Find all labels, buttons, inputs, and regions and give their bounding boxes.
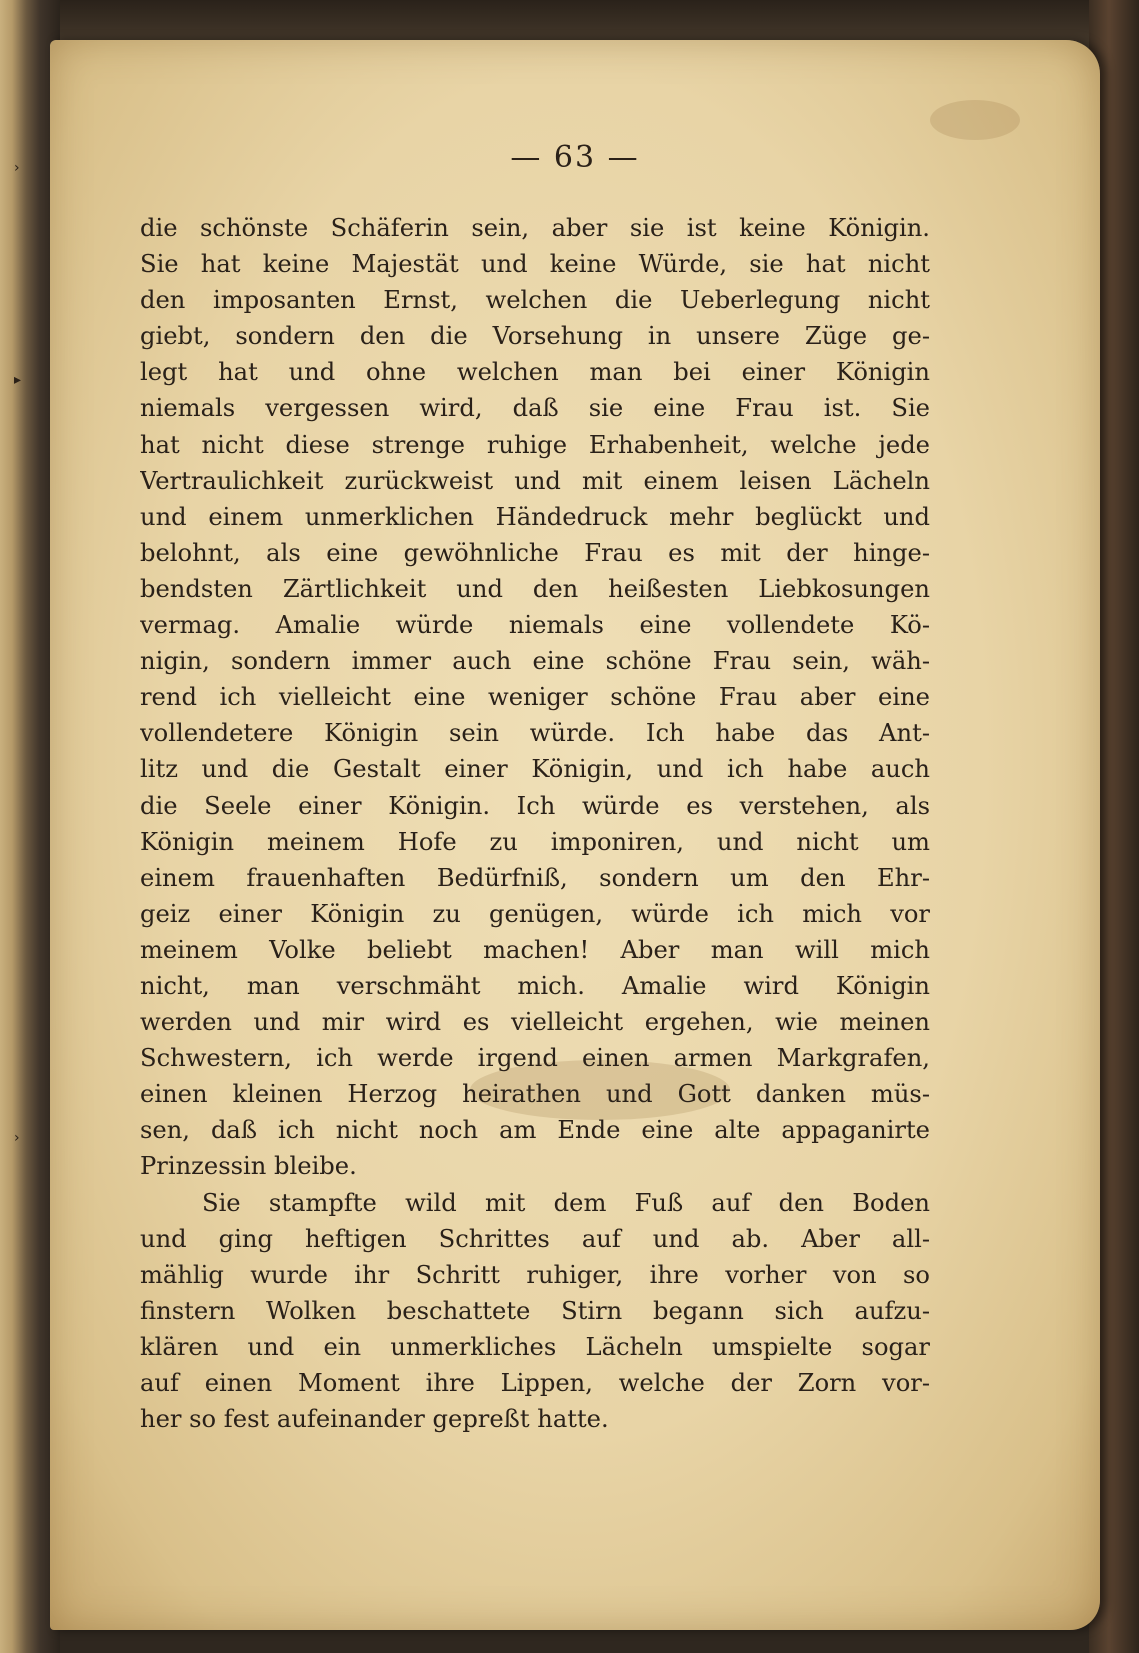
text-line: giebt, sondern den die Vorsehung in unsere Züge ge- (140, 322, 930, 351)
text-line: werden und mir wird es vielleicht ergehen, wie meinen (140, 1008, 930, 1037)
gutter-mark: › (14, 160, 20, 176)
text-line: meinem Volke beliebt machen! Aber man will mich (140, 935, 930, 964)
text-line: hat nicht diese strenge ruhige Erhabenheit, welche jede (140, 430, 930, 459)
paper-stain (930, 100, 1020, 140)
text-line: nigin, sondern immer auch eine schöne Frau sein, wäh- (140, 647, 930, 676)
text-line: Prinzessin bleibe. (140, 1152, 357, 1181)
text-line: den imposanten Ernst, welchen die Ueberlegung nicht (140, 286, 930, 315)
body-text (140, 210, 930, 1437)
text-line: her so fest aufeinander gepreßt hatte. (140, 1405, 609, 1434)
text-line: niemals vergessen wird, daß sie eine Frau ist. Sie (140, 394, 930, 423)
text-line: Sie stampfte wild mit dem Fuß auf den Boden (202, 1188, 930, 1217)
text-line: vermag. Amalie würde niemals eine vollendete Kö- (140, 611, 930, 640)
text-line: und einem unmerklichen Händedruck mehr beglückt und (140, 502, 930, 531)
text-line: sen, daß ich nicht noch am Ende eine alte appaganirte (140, 1116, 930, 1145)
text-line: vollendetere Königin sein würde. Ich habe das Ant- (140, 719, 930, 748)
text-line: Vertraulichkeit zurückweist und mit einem leisen Lächeln (140, 466, 930, 495)
text-line: bendsten Zärtlichkeit und den heißesten Liebkosungen (140, 574, 930, 603)
text-line: und ging heftigen Schrittes auf und ab. Aber all- (140, 1224, 930, 1253)
gutter-mark: › (14, 1130, 20, 1146)
text-line: einem frauenhaften Bedürfniß, sondern um den Ehr- (140, 863, 930, 892)
text-line: belohnt, als eine gewöhnliche Frau es mit der hinge- (140, 538, 930, 567)
text-line: Königin meinem Hofe zu imponiren, und nicht um (140, 827, 930, 856)
text-line: auf einen Moment ihre Lippen, welche der Zorn vor- (140, 1369, 930, 1397)
text-line: litz und die Gestalt einer Königin, und ich habe auch (140, 755, 930, 784)
gutter-mark: ▸ (14, 372, 22, 388)
text-line: geiz einer Königin zu genügen, würde ich mich vor (140, 899, 930, 928)
text-line: Schwestern, ich werde irgend einen armen Markgrafen, (140, 1044, 930, 1073)
text-line: Sie hat keine Majestät und keine Würde, sie hat nicht (140, 250, 930, 279)
text-line: die schönste Schäferin sein, aber sie ist keine Königin. (140, 214, 930, 242)
text-line: nicht, man verschmäht mich. Amalie wird Königin (140, 971, 930, 1000)
text-line: die Seele einer Königin. Ich würde es verstehen, als (140, 791, 930, 820)
text-line: finstern Wolken beschattete Stirn begann sich aufzu- (140, 1296, 930, 1325)
text-line: mählig wurde ihr Schritt ruhiger, ihre vorher von so (140, 1260, 930, 1289)
text-line: rend ich vielleicht eine weniger schöne Frau aber eine (140, 683, 930, 712)
text-line: klären und ein unmerkliches Lächeln umspielte sogar (140, 1332, 930, 1361)
text-line: legt hat und ohne welchen man bei einer Königin (140, 358, 930, 387)
page-number: — 63 — (510, 140, 640, 175)
text-line: einen kleinen Herzog heirathen und Gott danken müs- (140, 1080, 930, 1109)
